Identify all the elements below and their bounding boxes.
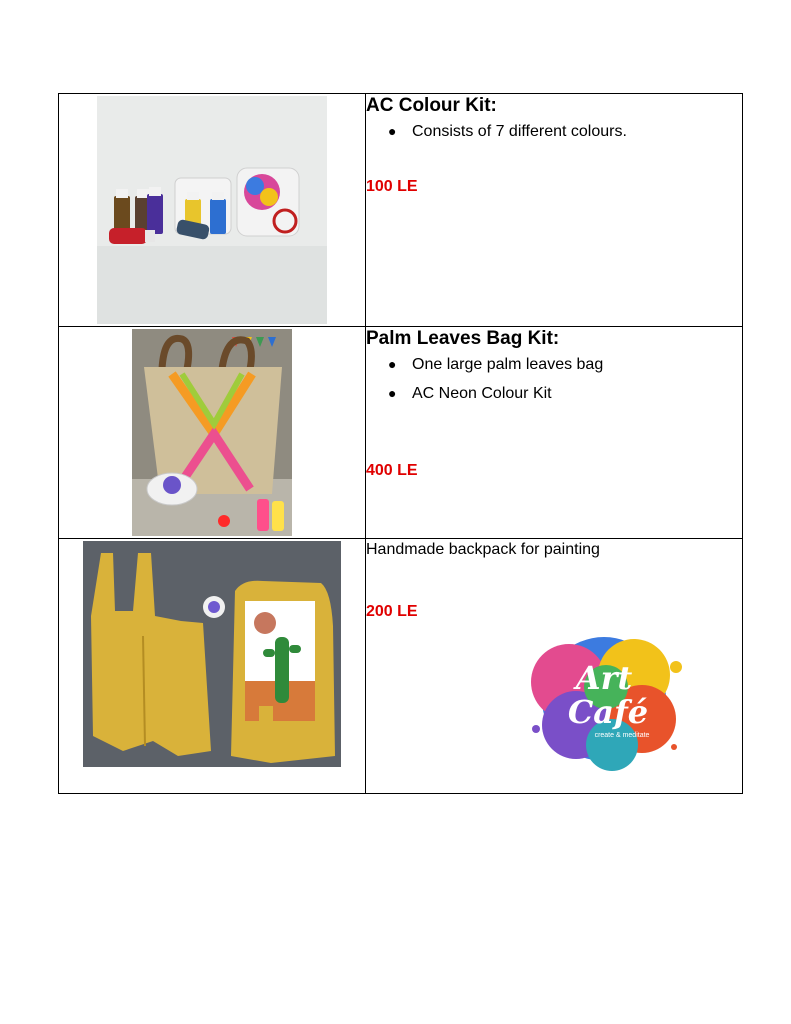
- description-cell: [366, 327, 743, 539]
- bullet-list: [366, 356, 742, 403]
- bullet-list: [366, 123, 742, 141]
- price: 100 LE: [366, 178, 418, 195]
- product-table: [58, 93, 743, 794]
- list-item: ● One large palm leaves bag: [412, 356, 742, 374]
- description-cell: [366, 539, 743, 794]
- description-cell: [366, 94, 743, 327]
- yellow-backpack-photo: [83, 541, 341, 767]
- art-cafe-logo: [524, 627, 694, 777]
- table-row: [59, 327, 743, 539]
- table-row: [59, 539, 743, 794]
- kit-description: Handmade backpack for painting: [366, 541, 600, 558]
- list-item: ● Consists of 7 different colours.: [412, 123, 742, 141]
- price: 200 LE: [366, 603, 418, 620]
- kit-title: AC Colour Kit:: [366, 95, 497, 116]
- image-cell: [59, 327, 366, 539]
- list-item: ● AC Neon Colour Kit: [412, 385, 742, 403]
- image-cell: [59, 94, 366, 327]
- kit-title: Palm Leaves Bag Kit:: [366, 328, 560, 349]
- table-row: [59, 94, 743, 327]
- image-cell: [59, 539, 366, 794]
- logo-word-art: Art: [575, 659, 633, 697]
- price: 400 LE: [366, 462, 418, 479]
- palm-bag-photo: [132, 329, 292, 536]
- paint-bottles-photo: [97, 96, 327, 324]
- logo-tagline: create & meditate: [594, 732, 650, 739]
- logo-word-cafe: Café: [567, 693, 649, 731]
